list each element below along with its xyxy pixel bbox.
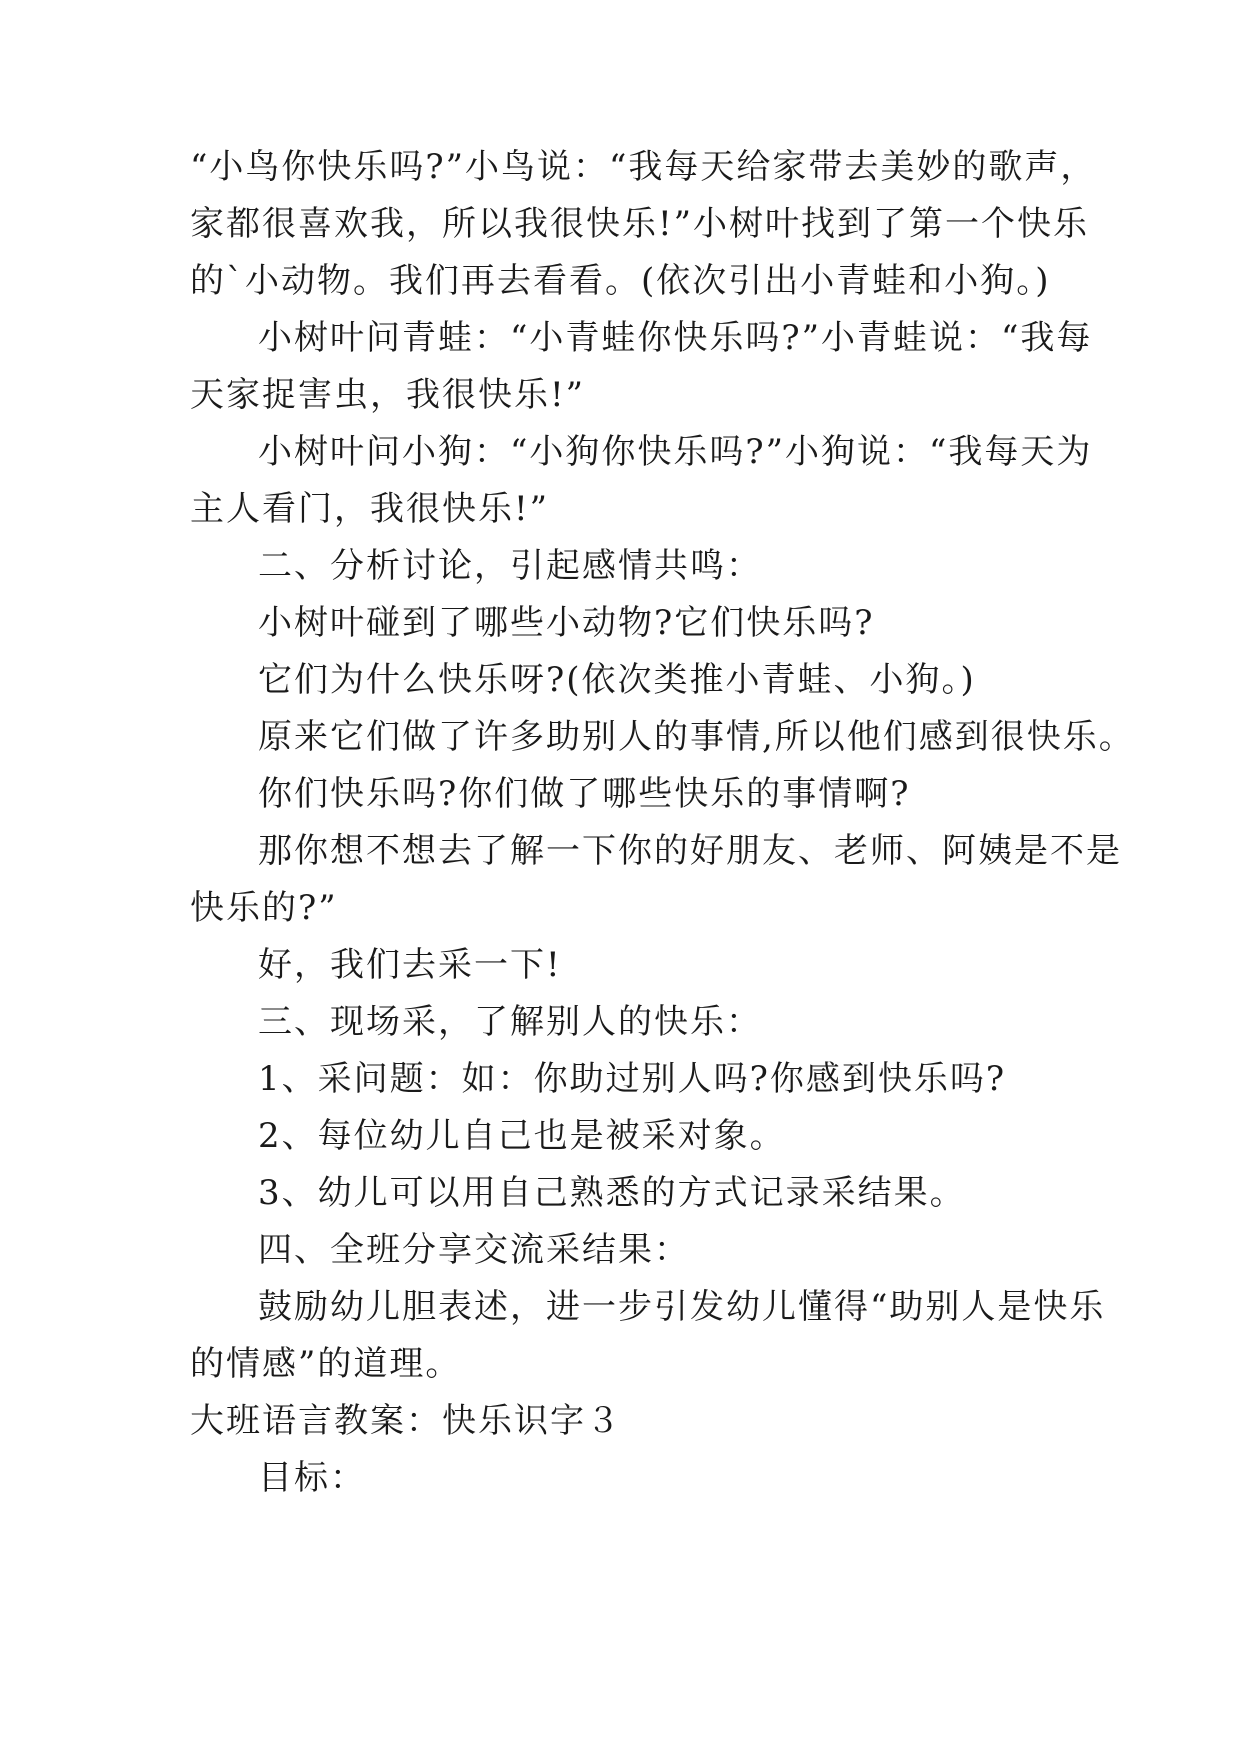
text-line: 的`小动物。我们再去看看。(依次引出小青蛙和小狗。) [190, 261, 1051, 301]
section-heading: 四、全班分享交流采结果： [258, 1230, 690, 1270]
text-line: 小树叶碰到了哪些小动物?它们快乐吗? [258, 603, 875, 643]
text-line: 天家捉害虫，我很快乐!” [190, 375, 586, 415]
text-line: 你们快乐吗?你们做了哪些快乐的事情啊? [258, 774, 911, 814]
text-line: 小树叶问青蛙：“小青蛙你快乐吗?”小青蛙说：“我每 [258, 318, 1093, 358]
list-item: 3、幼儿可以用自己熟悉的方式记录采结果。 [258, 1173, 966, 1213]
text-line: 鼓励幼儿胆表述，进一步引发幼儿懂得“助别人是快乐 [258, 1287, 1106, 1327]
text-line: 快乐的?” [190, 888, 338, 928]
text-line: 好，我们去采一下! [258, 945, 562, 985]
text-line: “小鸟你快乐吗?”小鸟说：“我每天给家带去美妙的歌声， [190, 147, 1097, 187]
section-heading: 二、分析讨论，引起感情共鸣： [258, 546, 762, 586]
text-line: 小树叶问小狗：“小狗你快乐吗?”小狗说：“我每天为 [258, 432, 1093, 472]
section-heading: 目标： [258, 1458, 366, 1498]
list-item: 2、每位幼儿自己也是被采对象。 [258, 1116, 786, 1156]
section-heading: 三、现场采，了解别人的快乐： [258, 1002, 762, 1042]
document-title: 大班语言教案：快乐识字３ [190, 1401, 622, 1441]
text-line: 它们为什么快乐呀?(依次类推小青蛙、小狗。) [258, 660, 976, 700]
text-line: 原来它们做了许多助别人的事情,所以他们感到很快乐。 [258, 717, 1135, 757]
text-line: 的情感”的道理。 [190, 1344, 462, 1384]
text-line: 家都很喜欢我，所以我很快乐!”小树叶找到了第一个快乐 [190, 204, 1090, 244]
text-line: 主人看门，我很快乐!” [190, 489, 550, 529]
list-item: 1、采问题：如：你助过别人吗?你感到快乐吗? [258, 1059, 1007, 1099]
text-line: 那你想不想去了解一下你的好朋友、老师、阿姨是不是 [258, 831, 1122, 871]
